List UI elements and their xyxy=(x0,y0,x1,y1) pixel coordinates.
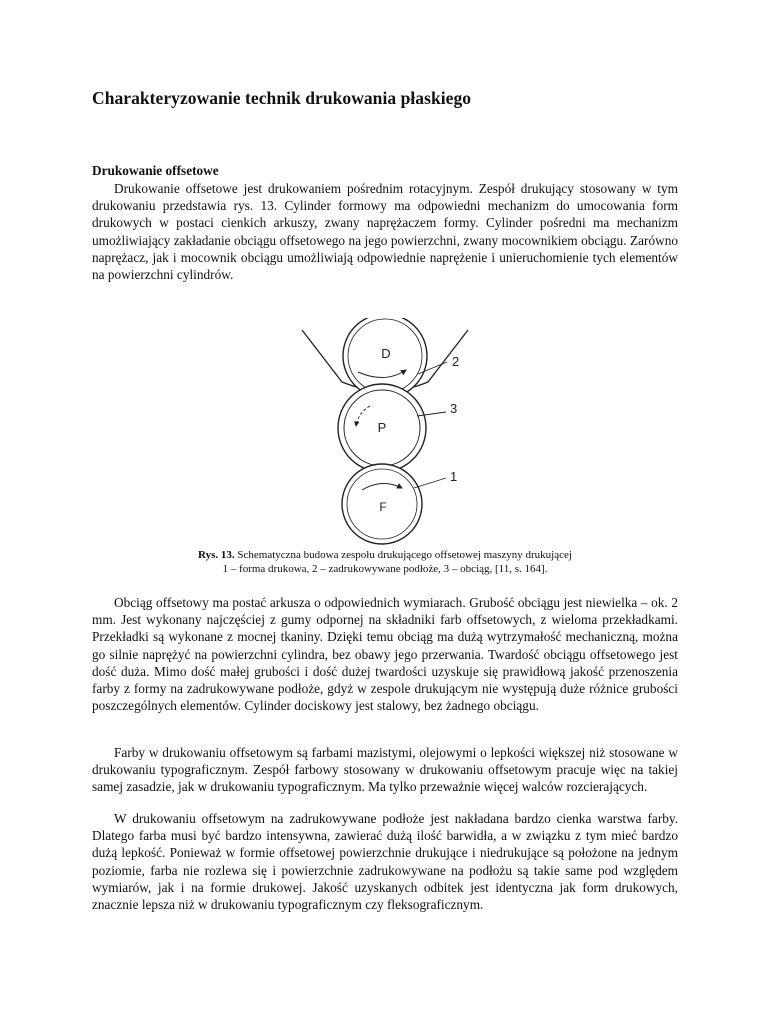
paragraph-2: Obciąg offsetowy ma postać arkusza o odpowiednich wymiarach. Grubość obciągu jest niewielka – ok. 2 mm. Jest wykonany najczęściej z gumy odpornej na składniki farb offsetowych, z wieloma przekładkami. Przekładki są wykonane z mocnej tkaniny. Dzięki temu obciąg ma dużą wytrzymałość mechaniczną, można go silnie naprężyć na powierzchni cylindra, bez obawy jego przerwania. Twardość obciągu offsetowego jest dość duża. Mimo dość małej grubości i dość dużej twardości uzyskuje się prawidłową jakość przenoszenia farby z formy na zadrukowywane podłoże, gdyż w zespole drukującym nie występują duże różnice grubości poszczególnych elementów. Cylinder dociskowy jest stalowy, bez żadnego obciągu. xyxy=(92,595,678,714)
figure-caption xyxy=(92,548,678,576)
page-title: Charakteryzowanie technik drukowania płaskiego xyxy=(92,88,472,108)
cylinder-label-f: F xyxy=(379,500,387,514)
diagram-svg xyxy=(290,318,480,546)
callout-3: 3 xyxy=(450,401,458,416)
section-heading: Drukowanie offsetowe xyxy=(92,163,219,178)
paragraph-1: Drukowanie offsetowe jest drukowaniem pośrednim rotacyjnym. Zespół drukujący stosowany w tym drukowaniu przedstawia rys. 13. Cylinder formowy ma odpowiedni mechanizm do umocowania form drukowych w postaci cienkich arkuszy, zwany naprężaczem formy. Cylinder pośredni ma mechanizm umożliwiający zakładanie obciągu offsetowego na jego powierzchni, zwany mocownikiem obciągu. Zarówno naprężacz, jak i mocownik obciągu umożliwiają odpowiednie naprężenie i unieruchomienie tych elementów na powierzchni cylindrów. xyxy=(92,181,678,283)
callout-2: 2 xyxy=(452,354,460,369)
caption-line-2: 1 – forma drukowa, 2 – zadrukowywane podłoże, 3 – obciąg, [11, s. 164]. xyxy=(222,563,548,575)
paragraph-3: Farby w drukowaniu offsetowym są farbami mazistymi, olejowymi o lepkości większej niż stosowane w drukowaniu typograficznym. Zespół farbowy stosowany w drukowaniu offsetowym pracuje więc na takiej samej zasadzie, jak w drukowaniu typograficznym. Ma tylko przeważnie więcej walców rozcierających. xyxy=(92,745,678,795)
paragraph-4: W drukowaniu offsetowym na zadrukowywane podłoże jest nakładana bardzo cienka warstwa farby. Dlatego farba musi być bardzo intensywna, zawierać dużą ilość barwidła, a w związku z tym mieć bardzo dużą lepkość. Ponieważ w formie offsetowej powierzchnie drukujące i niedrukujące są położone na jednym poziomie, farba nie rozlewa się i powierzchnie zadrukowywane na podłożu są takie same pod względem wymiarów, jak i na formie drukowej. Jakość uzyskanych odbitek jest identyczna jak form drukowych, znacznie lepsza niż w drukowaniu typograficznym czy fleksograficznym. xyxy=(92,811,678,913)
printing-unit-diagram xyxy=(290,318,480,546)
caption-label: Rys. 13. xyxy=(198,549,235,561)
caption-text: Schematyczna budowa zespołu drukującego offsetowej maszyny drukującej xyxy=(237,549,572,561)
callout-1-leader xyxy=(414,478,446,488)
cylinder-label-p: P xyxy=(377,420,387,435)
callout-1: 1 xyxy=(450,469,458,484)
cylinder-label-d: D xyxy=(381,346,391,361)
caption-line-1 xyxy=(92,548,678,562)
